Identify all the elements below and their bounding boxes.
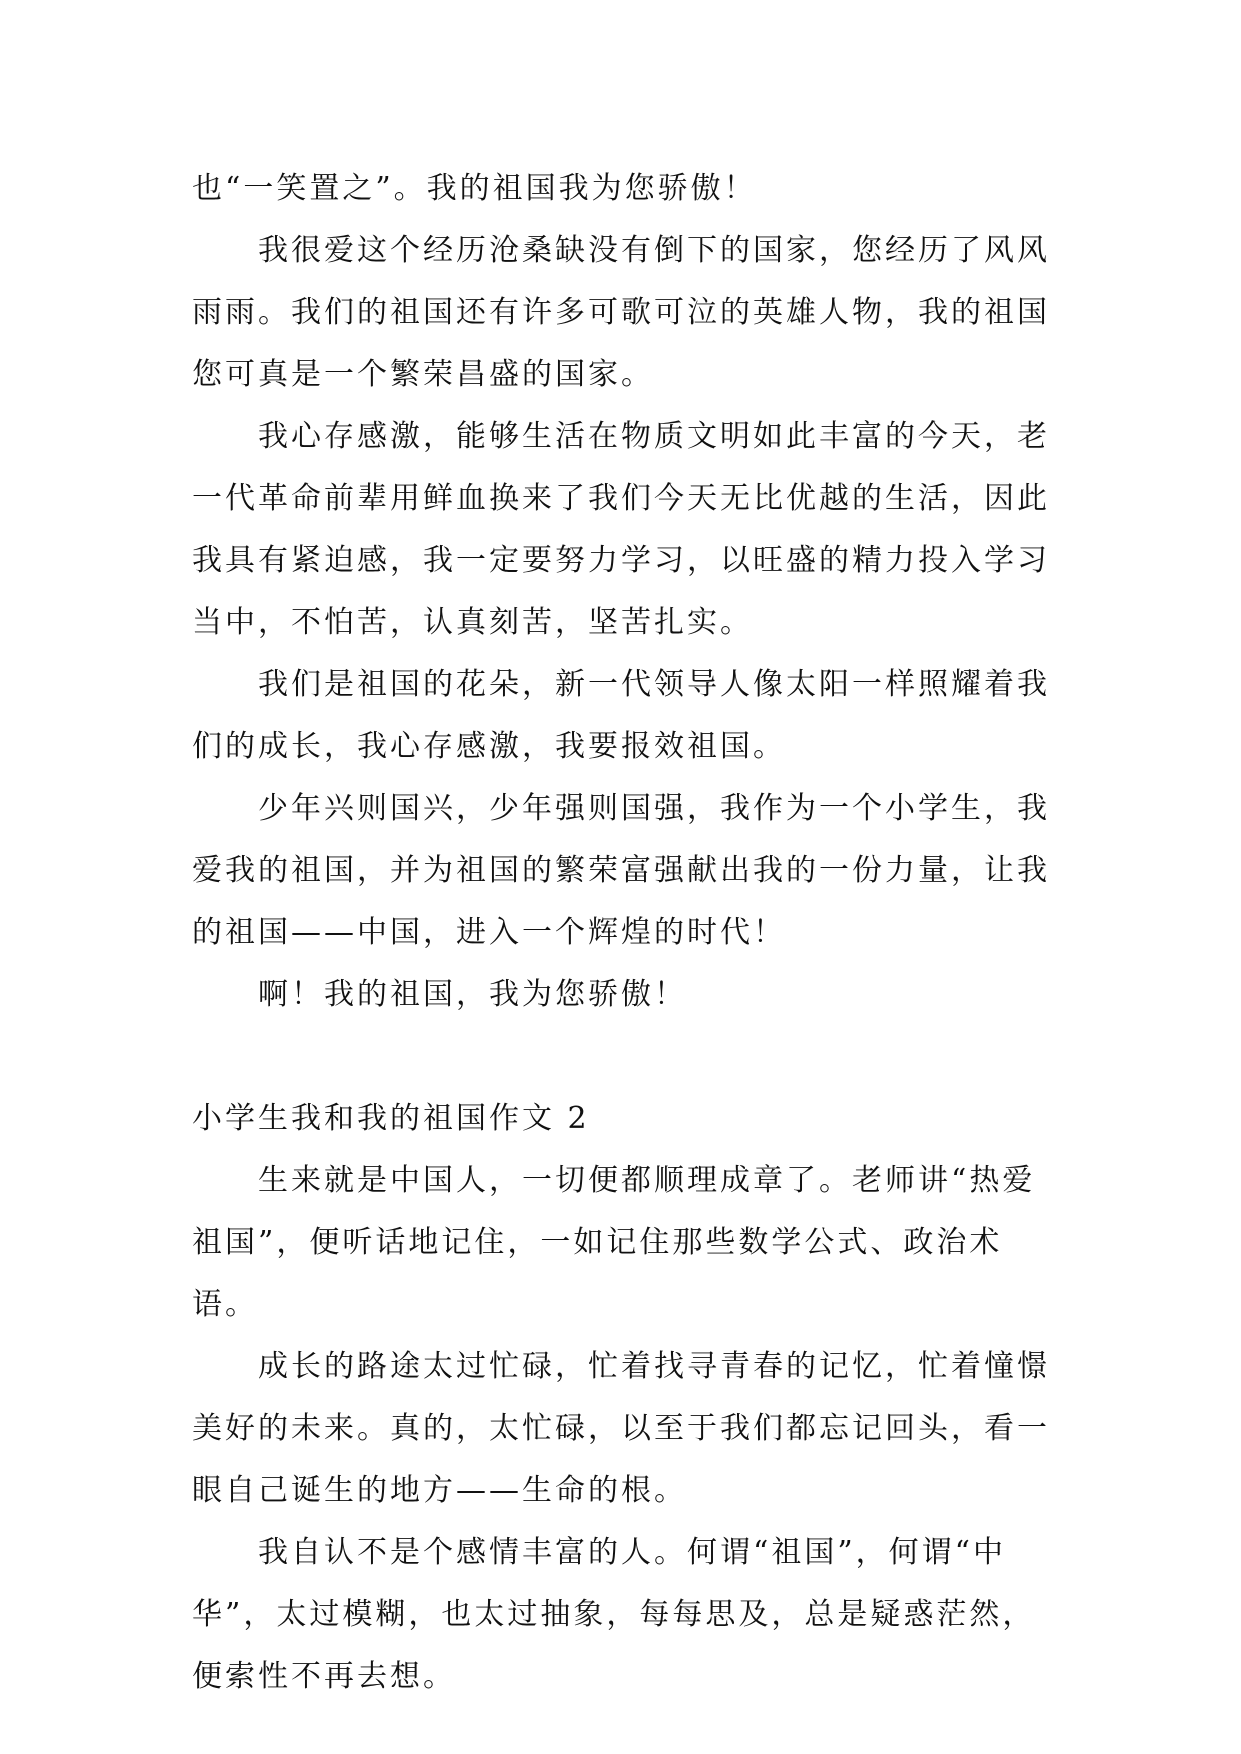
paragraph: 生来就是中国人，一切便都顺理成章了。老师讲“热爱祖国”，便听话地记住，一如记住那些数学公式、政治术语。 — [192, 1163, 1036, 1322]
section-title: 小学生我和我的祖国作文 2 — [192, 1101, 590, 1136]
paragraph: 我很爱这个经历沧桑缺没有倒下的国家，您经历了风风雨雨。我们的祖国还有许多可歌可泣的英雄人物，我的祖国您可真是一个繁荣昌盛的国家。 — [192, 233, 1050, 392]
paragraph: 我自认不是个感情丰富的人。何谓“祖国”，何谓“中华”，太过模糊，也太过抽象，每每思及，总是疑惑茫然，便索性不再去想。 — [192, 1535, 1036, 1694]
paragraph: 我们是祖国的花朵，新一代领导人像太阳一样照耀着我们的成长，我心存感激，我要报效祖国。 — [192, 667, 1050, 764]
paragraph: 成长的路途太过忙碌，忙着找寻青春的记忆，忙着憧憬美好的未来。真的，太忙碌，以至于我们都忘记回头，看一眼自己诞生的地方——生命的根。 — [192, 1349, 1050, 1508]
document-body — [192, 158, 1062, 1708]
paragraph-continued: 也“一笑置之”。我的祖国我为您骄傲！ — [192, 171, 757, 206]
section-spacer — [192, 1026, 1062, 1088]
paragraph: 少年兴则国兴，少年强则国强，我作为一个小学生，我爱我的祖国，并为祖国的繁荣富强献出我的一份力量，让我的祖国——中国，进入一个辉煌的时代！ — [192, 791, 1050, 950]
paragraph: 我心存感激，能够生活在物质文明如此丰富的今天，老一代革命前辈用鲜血换来了我们今天无比优越的生活，因此我具有紧迫感，我一定要努力学习，以旺盛的精力投入学习当中，不怕苦，认真刻苦，坚苦扎实。 — [192, 419, 1050, 640]
paragraph: 啊！我的祖国，我为您骄傲！ — [258, 977, 687, 1012]
